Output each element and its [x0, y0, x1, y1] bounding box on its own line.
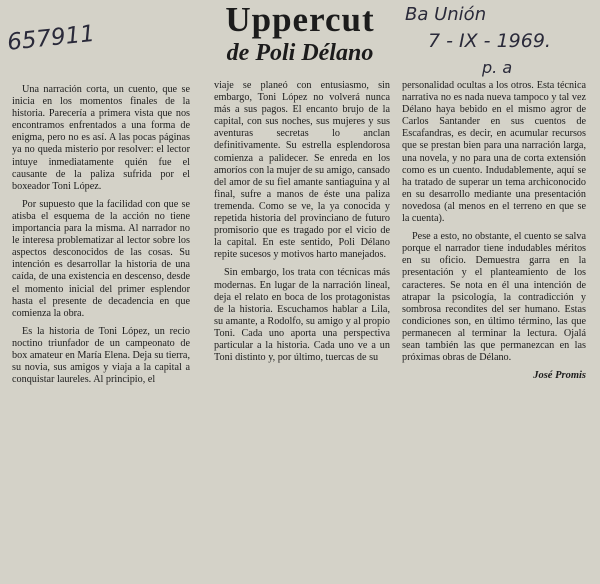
paragraph: viaje se planeó con entusiasmo, sin embargo, Toni López no volverá nunca más a sus pagos. El encanto brujo de la capital, con sus noches, sus mujeres y sus aventuras secretas lo anclan definitivamente. Su estrella esplendorosa comienza a palidecer. Se enreda en los amoríos con la mujer de su amigo, cansado del amor de su fiel amante santiaguina y al final, sufre a manos de éste una paliza tremenda. Como se ve, la ya conocida y repetida historia del provinciano de futuro promisorio que es tragado por el vicio de la capital. En este sentido, Poli Délano repite sucesos y motivos harto manejados. — [214, 80, 390, 261]
handwritten-source: Ba Unión — [405, 4, 487, 25]
article-column-3 — [402, 80, 586, 382]
article-column-1 — [12, 84, 190, 392]
paragraph: Pese a esto, no obstante, el cuento se salva porque el narrador tiene indudables méritos en su oficio. Demuestra garra en la presentación y el planteamiento de los caracteres. Se nota en él una intención de atrapar la psicología, la contradicción y sombrosa recondites del ser humano. Estas condiciones son, en último término, las que permanecen al terminar la lectura. Ojalá sean también las que permanezcan en las próximas obras de Délano. — [402, 231, 586, 364]
paragraph: personalidad ocultas a los otros. Esta técnica narrativa no es nada nueva tampoco y tal vez Délano haya bebido en el mismo agror de Carlos Santander en sus cuentos de Escafandras, es decir, en acumular recursos que se prestan bien para una narración larga, una novela, y no para una de corta extensión como es un cuento. Indudablemente, aquí se ha tratado de superar un tema archiconocido en su desarrollo mediante una presentación novedosa (al menos en el terreno en que se la cuenta). — [402, 80, 586, 225]
paragraph: Por supuesto que la facilidad con que se atisba el esquema de la acción no tiene importancia para la misma. Al narrador no le interesa problematizar al lector sobre los aspectos desconocidos de las cosas. Su intención es desarrollar la historia de una caída, de una existencia en descenso, desde el momento inicial del primer esplendor hasta el presente de decadencia en que comienza la obra. — [12, 198, 190, 319]
author-signature: José Promis — [533, 370, 586, 382]
paragraph: Sin embargo, los trata con técnicas más modernas. En lugar de la narración lineal, deja el relato en boca de los protagonistas de la historia. Escuchamos hablar a Lila, su amante, a Rodolfo, su amigo y al propio Toni. Cada uno aporta una perspectiva particular a la historia. Cada uno ve a un Toni distinto y, por último, tuercas de su — [214, 267, 390, 364]
article-subtitle: de Poli Délano — [226, 40, 374, 66]
handwritten-catalog-number: 657911 — [6, 20, 97, 56]
article-column-2 — [214, 80, 390, 370]
handwritten-date: 7 - IX - 1969. — [428, 30, 551, 52]
handwritten-page-mark: p. a — [482, 58, 513, 77]
paragraph: Es la historia de Toni López, un recio noctino triunfador de un campeonato de box amateur en María Elena. Deja su tierra, su novia, sus amigos y viaja a la capital a conquistar laureles. Al principio, el — [12, 325, 190, 386]
paragraph: Una narración corta, un cuento, que se inicia en los momentos finales de la historia. Parecería a primera vista que nos encontramos enfrentados a una forma de enigma, pero no es así. A las pocas páginas ya no queda misterio por resolver: el lector intuye inmediatamente quién fue el causante de la paliza sufrida por el boxeador Toni López. — [12, 84, 190, 192]
article-title: Uppercut — [225, 0, 375, 39]
